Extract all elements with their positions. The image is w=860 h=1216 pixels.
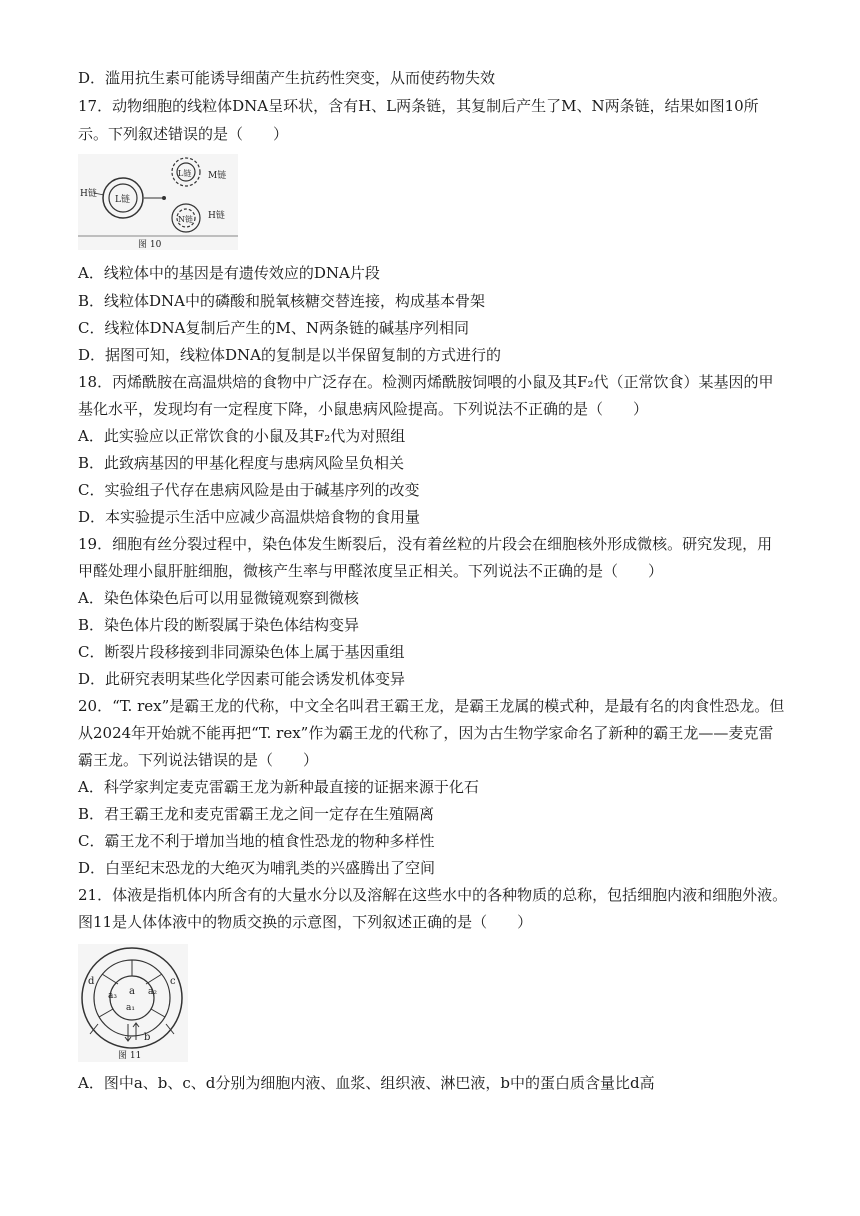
l-strand-label-top: L链 — [178, 169, 192, 178]
q17-option-d: D．据图可知，线粒体DNA的复制是以半保留复制的方式进行的 — [78, 346, 502, 364]
q19-option-c: C．断裂片段移接到非同源染色体上属于基因重组 — [78, 643, 405, 661]
q20-stem-line2: 从2024年开始就不能再把“T. rex”作为霸王龙的代称了，因为古生物学家命名了新种的霸王龙——麦克雷 — [78, 724, 774, 742]
q20-option-b: B．君王霸王龙和麦克雷霸王龙之间一定存在生殖隔离 — [78, 805, 435, 823]
q21-stem-line1: 21．体液是指机体内所含有的大量水分以及溶解在这些水中的各种物质的总称，包括细胞内液和细胞外液。 — [78, 886, 788, 904]
q18-option-c: C．实验组子代存在患病风险是由于碱基序列的改变 — [78, 481, 420, 499]
n-strand-label: N链 — [178, 215, 193, 224]
q20-option-a: A．科学家判定麦克雷霸王龙为新种最直接的证据来源于化石 — [78, 778, 479, 796]
q17-option-a: A．线粒体中的基因是有遗传效应的DNA片段 — [78, 264, 380, 282]
label-a: a — [129, 986, 135, 997]
label-a2: a₂ — [148, 987, 157, 997]
q17-option-c: C．线粒体DNA复制后产生的M、N两条链的碱基序列相同 — [78, 319, 469, 337]
q17-option-b: B．线粒体DNA中的磷酸和脱氧核糖交替连接，构成基本骨架 — [78, 292, 486, 310]
h-strand-label-right: H链 — [208, 211, 225, 221]
q18-stem-line1: 18．丙烯酰胺在高温烘焙的食物中广泛存在。检测丙烯酰胺饲喂的小鼠及其F₂代（正常饮食）某基因的甲 — [78, 373, 774, 391]
q19-stem-line1: 19．细胞有丝分裂过程中，染色体发生断裂后，没有着丝粒的片段会在细胞核外形成微核。研究发现，用 — [78, 535, 773, 553]
q18-stem-line2: 基化水平，发现均有一定程度下降，小鼠患病风险提高。下列说法不正确的是（ ） — [78, 400, 649, 418]
q19-option-d: D．此研究表明某些化学因素可能会诱发机体变异 — [78, 670, 406, 688]
q21-stem-line2: 图11是人体体液中的物质交换的示意图，下列叙述正确的是（ ） — [78, 913, 533, 931]
q20-stem-line3: 霸王龙。下列说法错误的是（ ） — [78, 751, 319, 769]
q20-option-d: D．白垩纪末恐龙的大绝灭为哺乳类的兴盛腾出了空间 — [78, 859, 436, 877]
q19-stem-line2: 甲醛处理小鼠肝脏细胞，微核产生率与甲醛浓度呈正相关。下列说法不正确的是（ ） — [78, 562, 664, 580]
label-a1: a₁ — [126, 1003, 135, 1013]
figure-10-caption: 图 10 — [138, 240, 162, 250]
q20-stem-line1: 20．“T. rex”是霸王龙的代称，中文全名叫君王霸王龙，是霸王龙属的模式种，是最有名的肉食性恐龙。但 — [78, 697, 785, 715]
q19-option-a: A．染色体染色后可以用显微镜观察到微核 — [78, 589, 359, 607]
q18-option-b: B．此致病基因的甲基化程度与患病风险呈负相关 — [78, 454, 405, 472]
q17-stem-line2: 示。下列叙述错误的是（ ） — [78, 125, 289, 143]
label-c: c — [170, 976, 176, 987]
q17-stem-line1: 17．动物细胞的线粒体DNA呈环状，含有H、L两条链，其复制后产生了M、N两条链，结果如图10所 — [78, 97, 759, 115]
q20-option-c: C．霸王龙不利于增加当地的植食性恐龙的物种多样性 — [78, 832, 435, 850]
h-strand-label-left: H链 — [80, 189, 97, 199]
m-strand-label: M链 — [208, 171, 227, 181]
q18-option-a: A．此实验应以正常饮食的小鼠及其F₂代为对照组 — [78, 427, 406, 445]
figure-10 — [78, 154, 238, 250]
l-strand-label: L链 — [115, 195, 130, 205]
q21-option-a: A．图中a、b、c、d分别为细胞内液、血浆、组织液、淋巴液，b中的蛋白质含量比d高 — [78, 1074, 655, 1092]
figure-10-diagram — [78, 154, 238, 250]
label-d: d — [88, 976, 95, 987]
q19-option-b: B．染色体片段的断裂属于染色体结构变异 — [78, 616, 360, 634]
q18-option-d: D．本实验提示生活中应减少高温烘焙食物的食用量 — [78, 508, 421, 526]
q16-option-d: D．滥用抗生素可能诱导细菌产生抗药性突变，从而使药物失效 — [78, 69, 496, 87]
figure-11 — [78, 944, 188, 1062]
label-a3: a₃ — [108, 991, 117, 1001]
figure-11-diagram — [78, 944, 188, 1062]
label-b: b — [144, 1032, 151, 1043]
figure-11-caption: 图 11 — [118, 1051, 142, 1061]
